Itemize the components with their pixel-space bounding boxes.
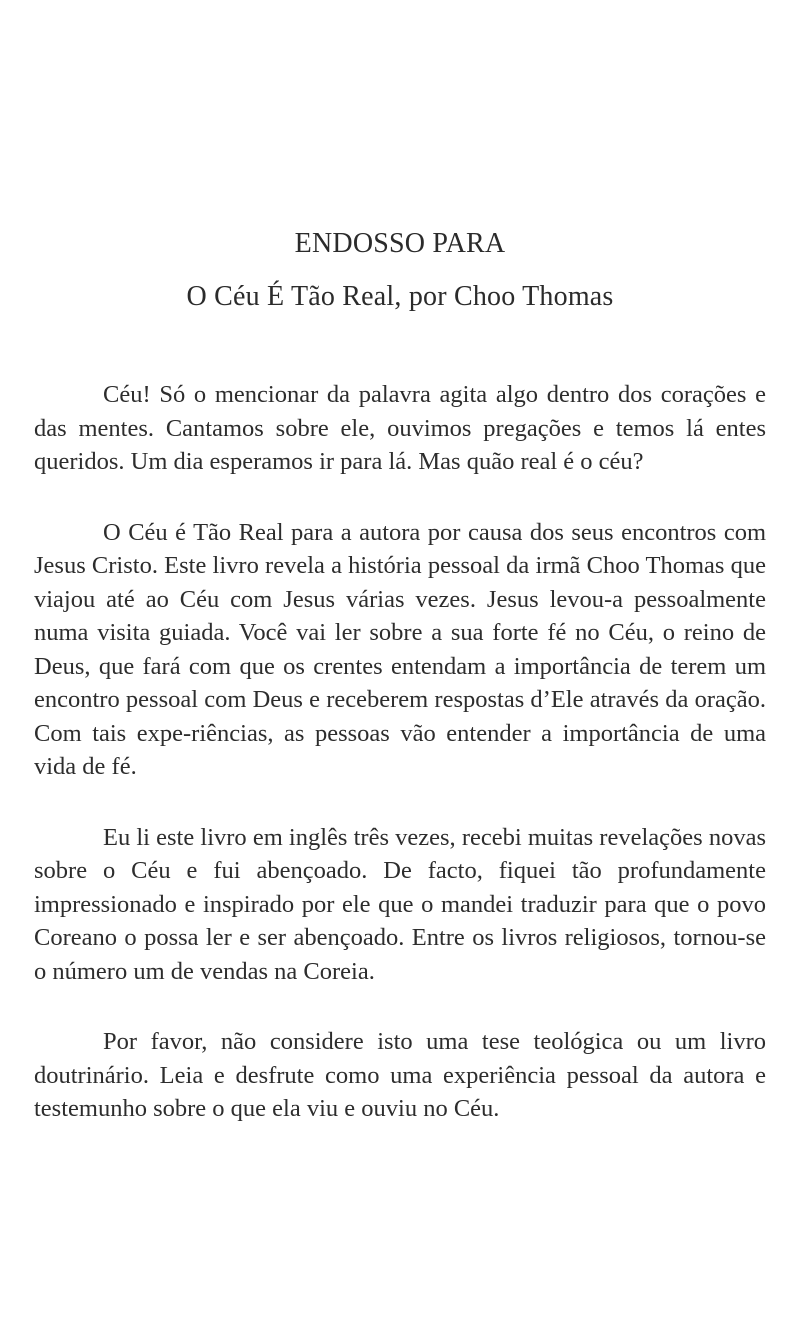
body-text: [34, 378, 766, 1163]
paragraph-2: O Céu é Tão Real para a autora por causa dos seus encontros com Jesus Cristo. Este livro revela a história pessoal da irmã Choo Thomas que viajou até ao Céu com Jesus várias vezes. Jesus levou-a pessoalmente numa visita guiada. Você vai ler sobre a sua forte fé no Céu, o reino de Deus, que fará com que os crentes entendam a importância de terem um encontro pessoal com Deus e receberem respostas d’Ele através da oração. Com tais expe-riências, as pessoas vão entender a importância de uma vida de fé.: [34, 518, 766, 780]
page-title: ENDOSSO PARA: [294, 228, 506, 259]
paragraph-1: Céu! Só o mencionar da palavra agita algo dentro dos corações e das mentes. Cantamos sobre ele, ouvimos pregações e temos lá entes queridos. Um dia esperamos ir para lá. Mas quão real é o céu?: [34, 381, 766, 475]
paragraph-3: Eu li este livro em inglês três vezes, recebi muitas revelações novas sobre o Céu e fui abençoado. De facto, fiquei tão profundamente impressionado e inspirado por ele que o mandei traduzir para que o povo Coreano o possa ler e ser abençoado. Entre os livros religiosos, tornou-se o número um de vendas na Coreia.: [34, 823, 766, 985]
paragraph-4: Por favor, não considere isto uma tese teológica ou um livro doutrinário. Leia e desfrute como uma experiência pessoal da autora e testemunho sobre o que ela viu e ouviu no Céu.: [34, 1028, 766, 1122]
page-subtitle: O Céu É Tão Real, por Choo Thomas: [186, 281, 614, 312]
